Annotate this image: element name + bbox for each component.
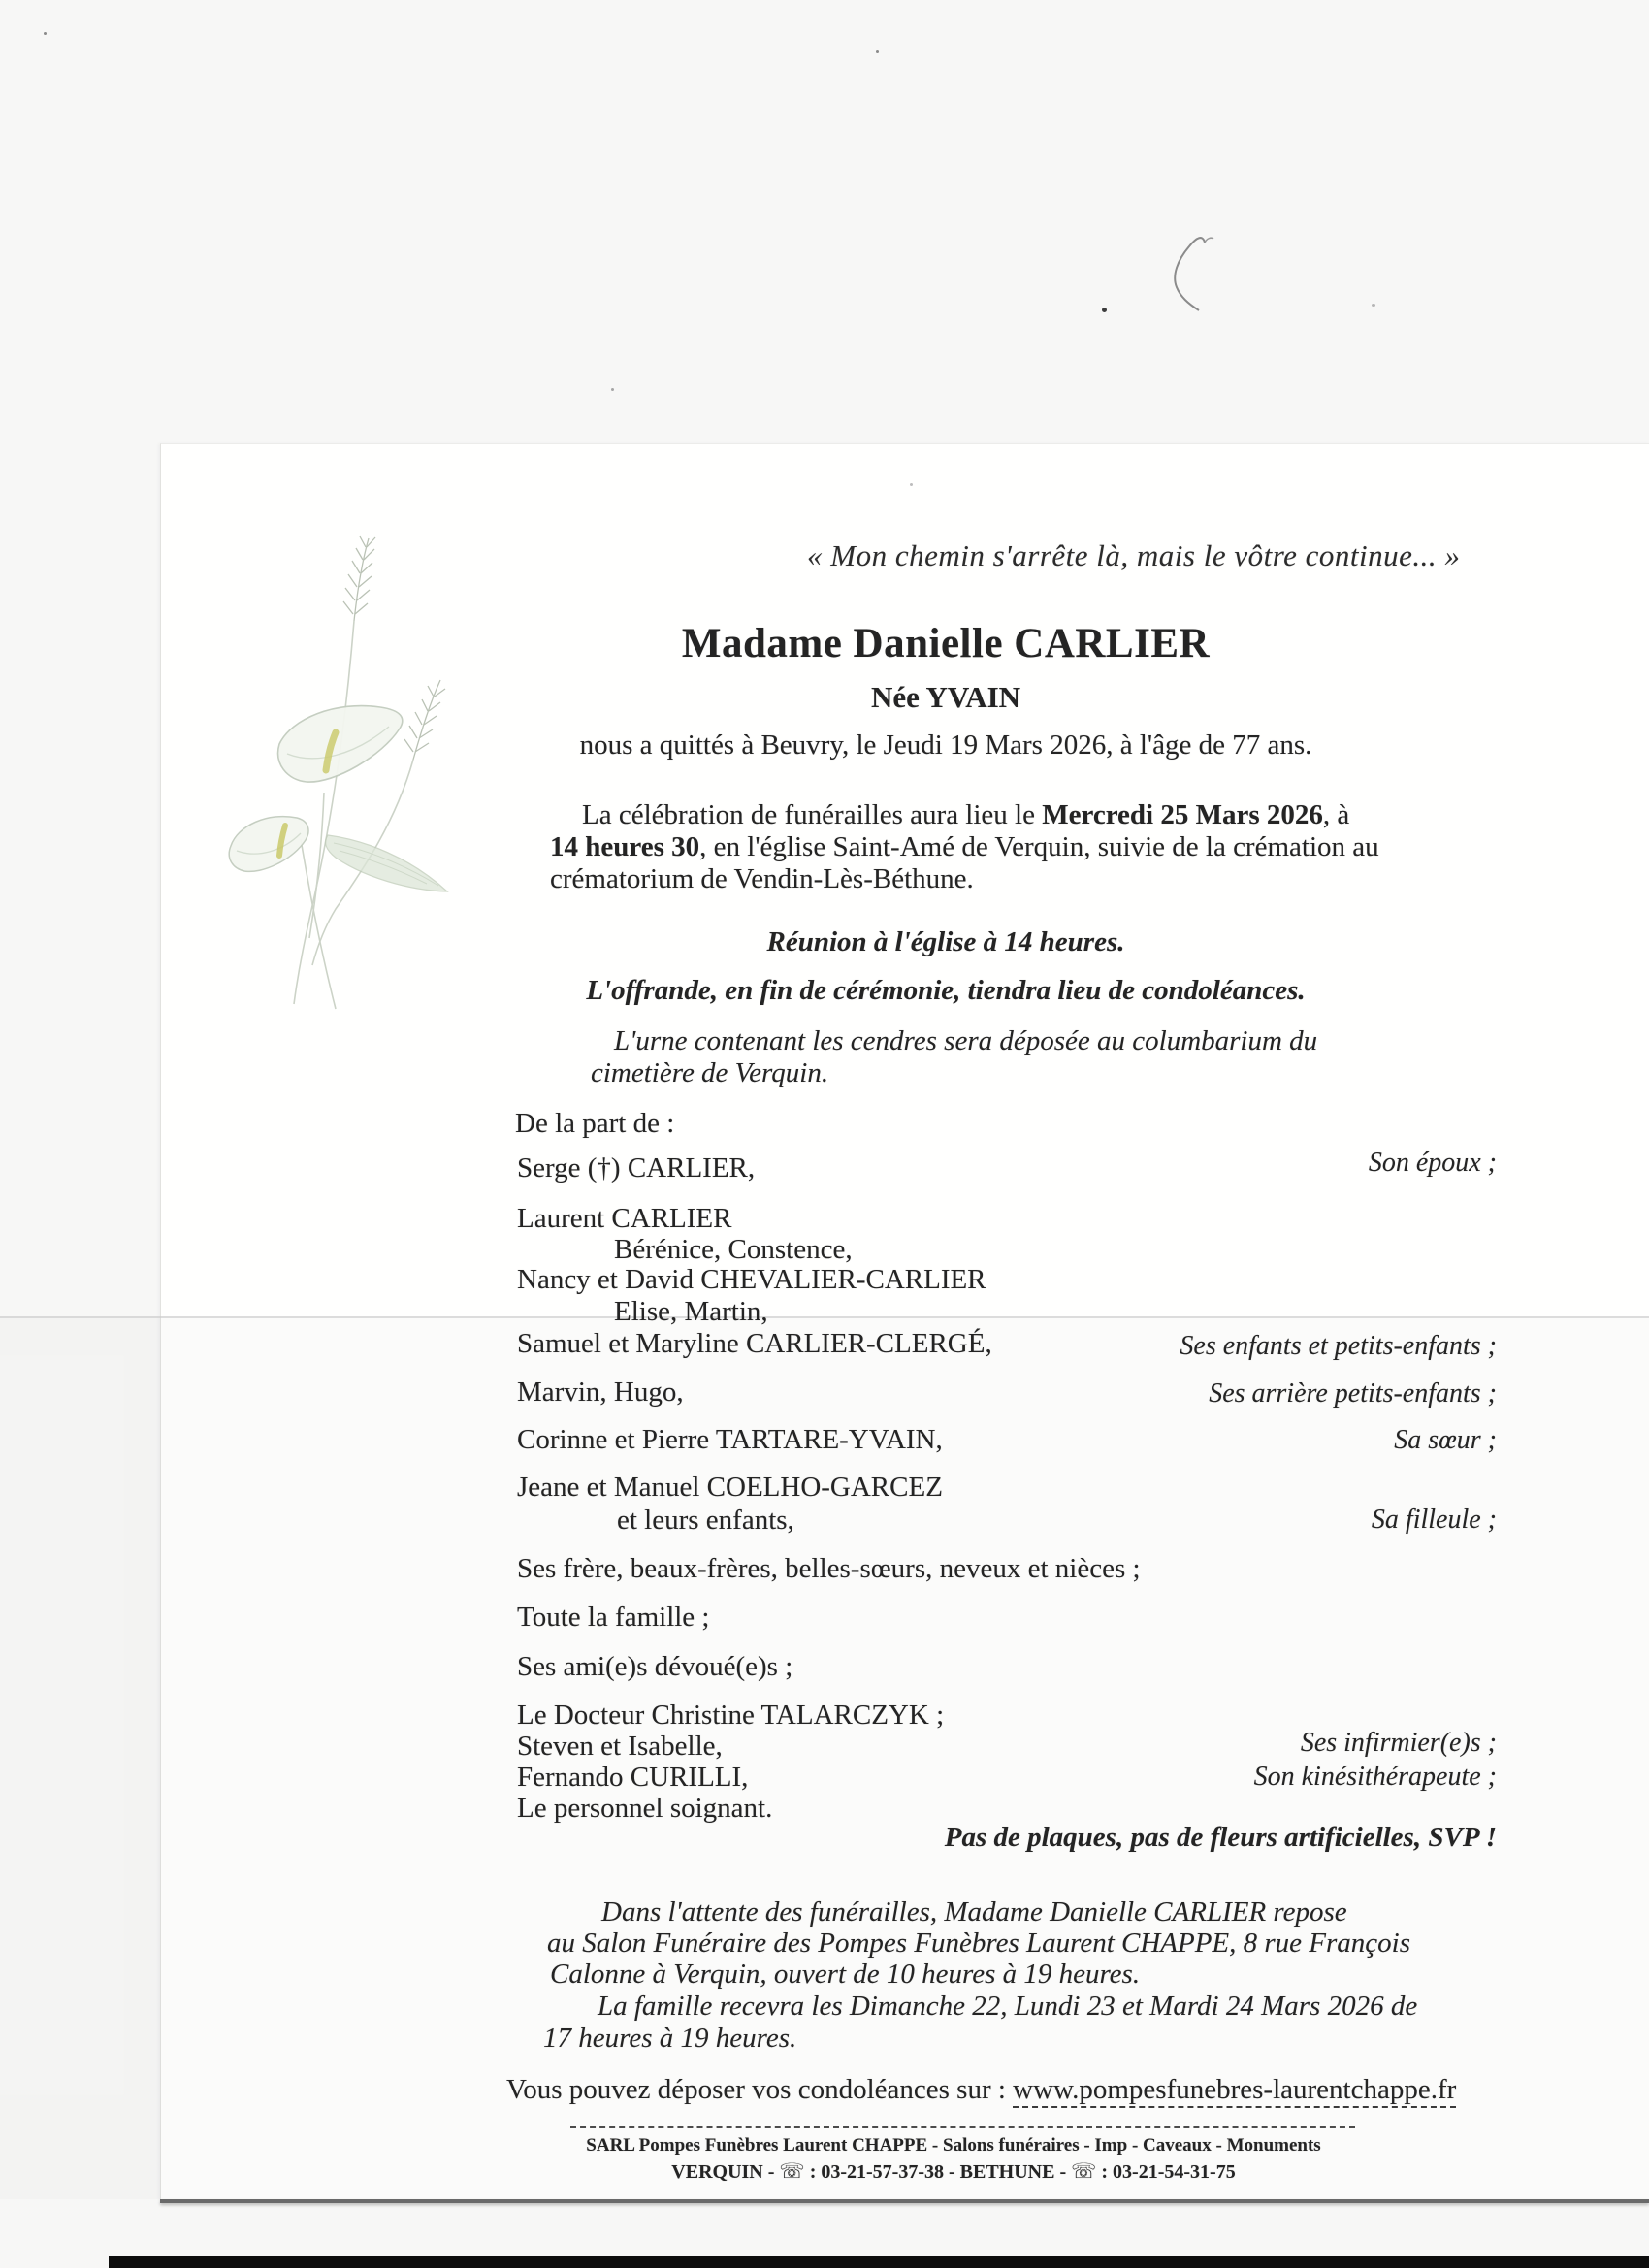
- family-line: Jeane et Manuel COELHO-GARCEZ: [517, 1472, 943, 1503]
- family-line: Samuel et Maryline CARLIER-CLERGÉ,: [517, 1328, 992, 1359]
- from-label: De la part de :: [515, 1108, 675, 1139]
- family-line: Fernando CURILLI,: [517, 1762, 749, 1793]
- dust-speck: [876, 50, 879, 53]
- ceremony-line-3: crématorium de Vendin-Lès-Béthune.: [550, 863, 974, 894]
- dust-speck: [1102, 308, 1107, 312]
- footer-company-line: SARL Pompes Funèbres Laurent CHAPPE - Salons funéraires - Imp - Caveaux - Monuments: [586, 2135, 1321, 2155]
- family-line: Marvin, Hugo,: [517, 1377, 684, 1408]
- ceremony-line-1: [582, 799, 1349, 830]
- death-announcement: nous a quittés à Beuvry, le Jeudi 19 Mars 2026, à l'âge de 77 ans.: [579, 729, 1312, 761]
- family-line: Bérénice, Constence,: [614, 1234, 853, 1265]
- family-line: Ses ami(e)s dévoué(e)s ;: [517, 1651, 793, 1682]
- condolences-line: [506, 2074, 1456, 2105]
- scan-bottom-bar: [109, 2256, 1649, 2268]
- ceremony-date: Mercredi 25 Mars 2026: [1042, 799, 1323, 830]
- urn-line-1: L'urne contenant les cendres sera déposée au columbarium du: [614, 1025, 1318, 1056]
- footer-phone-line: [469, 2160, 1439, 2184]
- family-line: Le Docteur Christine TALARCZYK ;: [517, 1700, 945, 1731]
- family-line: Elise, Martin,: [614, 1296, 768, 1327]
- dust-speck: [611, 388, 614, 391]
- maiden-name: Née YVAIN: [870, 680, 1021, 714]
- phone-icon: ☏: [1071, 2159, 1097, 2183]
- meeting-line: Réunion à l'église à 14 heures.: [766, 926, 1125, 957]
- repose-line: au Salon Funéraire des Pompes Funèbres Laurent CHAPPE, 8 rue François: [547, 1928, 1411, 1959]
- relation-label: Son époux ;: [1368, 1148, 1497, 1178]
- relation-label: Ses infirmier(e)s ;: [1300, 1728, 1497, 1758]
- quote-line: « Mon chemin s'arrête là, mais le vôtre continue... »: [807, 538, 1461, 572]
- repose-line: La famille recevra les Dimanche 22, Lundi 23 et Mardi 24 Mars 2026 de: [598, 1991, 1418, 2022]
- relation-label: Sa filleule ;: [1371, 1505, 1497, 1535]
- offering-line: L'offrande, en fin de cérémonie, tiendra lieu de condoléances.: [586, 975, 1306, 1006]
- family-line: Laurent CARLIER: [517, 1203, 732, 1234]
- repose-line: Dans l'attente des funérailles, Madame Danielle CARLIER repose: [601, 1896, 1347, 1928]
- relation-label: Ses arrière petits-enfants ;: [1209, 1378, 1497, 1409]
- family-line: Serge (†) CARLIER,: [517, 1152, 756, 1183]
- dust-speck: [910, 483, 913, 486]
- ceremony-line-2-text: , en l'église Saint-Amé de Verquin, suivie de la crémation au: [699, 831, 1379, 862]
- pen-mark-artifact: [1154, 221, 1222, 328]
- no-flowers-line: Pas de plaques, pas de fleurs artificielles, SVP !: [944, 1822, 1497, 1853]
- card-bottom-edge: [160, 2199, 1649, 2203]
- footer-phone-2: : 03-21-54-31-75: [1096, 2161, 1236, 2183]
- relation-label: Ses enfants et petits-enfants ;: [1180, 1331, 1497, 1361]
- footer-city-1: VERQUIN -: [671, 2161, 780, 2183]
- family-line: et leurs enfants,: [617, 1505, 794, 1536]
- family-line: Toute la famille ;: [517, 1602, 710, 1633]
- ceremony-time: 14 heures 30: [550, 831, 700, 862]
- urn-line-2: cimetière de Verquin.: [591, 1057, 829, 1088]
- deceased-name: Madame Danielle CARLIER: [681, 621, 1211, 666]
- family-line: Steven et Isabelle,: [517, 1731, 723, 1762]
- condolences-url: www.pompesfunebres-laurentchappe.fr: [1013, 2074, 1456, 2108]
- relation-label: Son kinésithérapeute ;: [1253, 1762, 1497, 1792]
- relation-label: Sa sœur ;: [1394, 1425, 1497, 1455]
- footer-divider: [570, 2126, 1355, 2128]
- repose-line: 17 heures à 19 heures.: [543, 2023, 797, 2054]
- ceremony-line-1-end: , à: [1322, 799, 1350, 830]
- repose-line: Calonne à Verquin, ouvert de 10 heures à 19 heures.: [550, 1959, 1141, 1990]
- phone-icon: ☏: [779, 2159, 805, 2183]
- family-line: Corinne et Pierre TARTARE-YVAIN,: [517, 1424, 943, 1455]
- footer-city-2: BETHUNE -: [959, 2161, 1072, 2183]
- family-line: Nancy et David CHEVALIER-CARLIER: [517, 1264, 986, 1295]
- calla-lily-artwork: [155, 509, 485, 1038]
- family-line: Le personnel soignant.: [517, 1793, 773, 1824]
- footer-phone-1: : 03-21-57-37-38 -: [804, 2161, 960, 2183]
- dust-speck: [1372, 304, 1375, 307]
- condolences-prefix: Vous pouvez déposer vos condoléances sur :: [506, 2074, 1014, 2105]
- scan-seam-line: [0, 1316, 1649, 1318]
- ceremony-line-2: [550, 831, 1379, 862]
- family-line: Ses frère, beaux-frères, belles-sœurs, neveux et nièces ;: [517, 1553, 1141, 1584]
- dust-speck: [44, 32, 47, 35]
- ceremony-line-1-text: La célébration de funérailles aura lieu le: [582, 799, 1043, 830]
